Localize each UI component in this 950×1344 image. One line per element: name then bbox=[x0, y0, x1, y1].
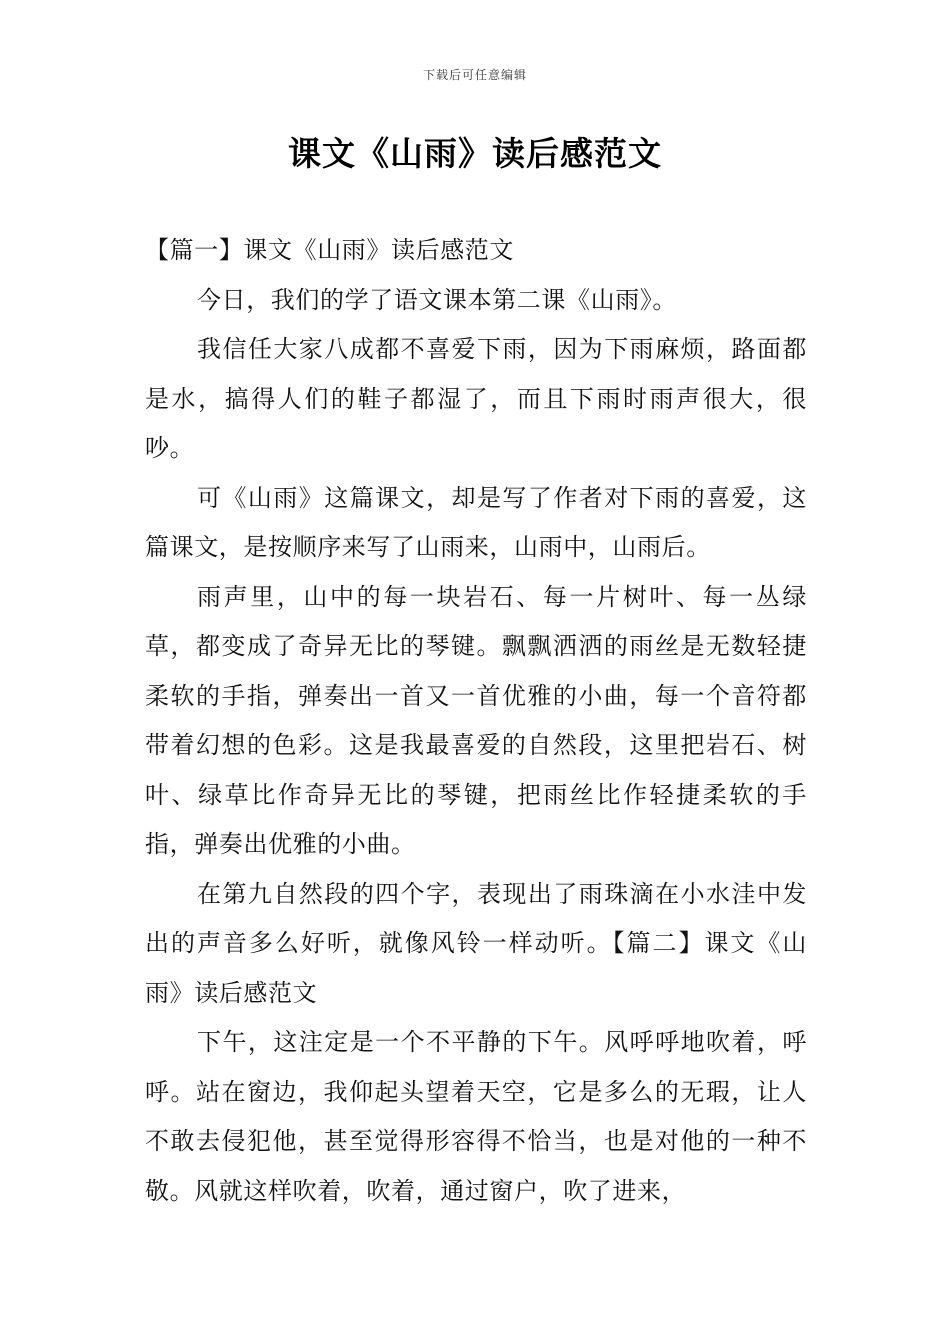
paragraph: 在第九自然段的四个字，表现出了雨珠滴在小水洼中发出的声音多么好听，就像风铃一样动听。【篇二】课文《山雨》读后感范文 bbox=[145, 879, 807, 1007]
paragraph-section-heading-1: 【篇一】课文《山雨》读后感范文 bbox=[145, 236, 514, 264]
paragraph: 可《山雨》这篇课文，却是写了作者对下雨的喜爱，这篇课文，是按顺序来写了山雨来，山雨中，山雨后。 bbox=[145, 483, 807, 561]
document-title: 课文《山雨》读后感范文 bbox=[288, 134, 662, 173]
document-body bbox=[145, 226, 807, 1216]
paragraph: 我信任大家八成都不喜爱下雨，因为下雨麻烦，路面都是水，搞得人们的鞋子都湿了，而且下雨时雨声很大，很吵。 bbox=[145, 335, 807, 462]
header-note: 下载后可任意编辑 bbox=[422, 68, 527, 82]
paragraph: 雨声里，山中的每一块岩石、每一片树叶、每一丛绿草，都变成了奇异无比的琴键。飘飘洒洒的雨丝是无数轻捷柔软的手指，弹奏出一首又一首优雅的小曲，每一个音符都带着幻想的色彩。这是我最喜爱的自然段，这里把岩石、树叶、绿草比作奇异无比的琴键，把雨丝比作轻捷柔软的手指，弹奏出优雅的小曲。 bbox=[145, 582, 807, 858]
paragraph: 今日，我们的学了语文课本第二课《山雨》。 bbox=[197, 285, 677, 314]
paragraph: 下午，这注定是一个不平静的下午。风呼呼地吹着，呼呼。站在窗边，我仰起头望着天空，它是多么的无瑕，让人不敢去侵犯他，甚至觉得形容得不恰当，也是对他的一种不敬。风就这样吹着，吹着，通过窗户，吹了进来， bbox=[145, 1028, 807, 1205]
